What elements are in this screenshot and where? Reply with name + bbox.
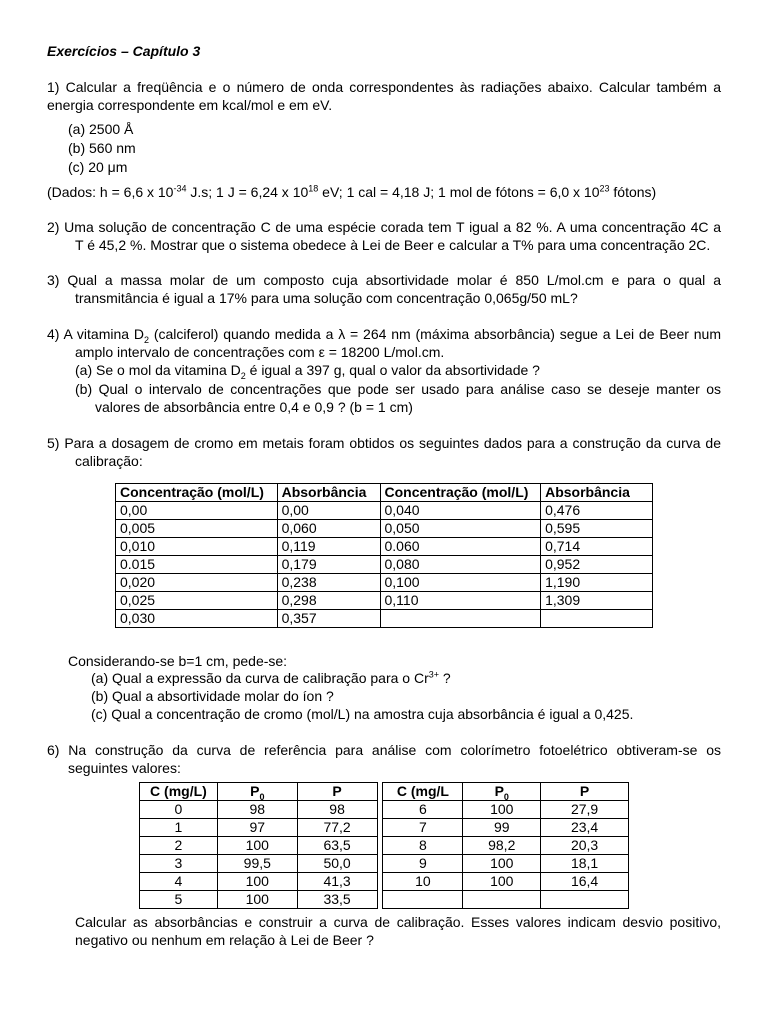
table-cell: 0,238 (277, 574, 380, 592)
table-cell: 0,119 (277, 538, 380, 556)
q1-item-a: (a) 2500 Å (68, 121, 134, 137)
table-cell: 16,4 (541, 873, 629, 891)
q4-item-b: (b) Qual o intervalo de concentrações que pode ser usado para análise caso se deseje manter os (75, 381, 721, 397)
q6-final-line2: negativo ou nenhum em relação à Lei de Beer ? (75, 932, 374, 948)
table-row (116, 574, 653, 592)
table-cell: 98,2 (463, 837, 541, 855)
table-cell: 0,179 (277, 556, 380, 574)
q2-text-line2: T é 45,2 %. Mostrar que o sistema obedece à Lei de Beer e calcular a T% para uma concentração 2C. (75, 237, 711, 253)
table-cell: 7 (383, 819, 463, 837)
table-cell: 77,2 (297, 819, 377, 837)
table-cell: 1,309 (541, 592, 653, 610)
table-row (116, 610, 653, 628)
q5-item-c: (c) Qual a concentração de cromo (mol/L) na amostra cuja absorbância é igual a 0,425. (91, 706, 634, 722)
table-header-row (116, 484, 653, 502)
table-row (116, 538, 653, 556)
q6-text-line1: 6) Na construção da curva de referência para análise com colorímetro fotoelétrico obtiveram-se os (47, 742, 721, 758)
calibration-table (115, 483, 653, 628)
table-cell: 0,952 (541, 556, 653, 574)
page-title: Exercícios – Capítulo 3 (47, 43, 201, 59)
q1-text-line1: 1) Calcular a freqüência e o número de onda correspondentes às radiações abaixo. Calcular também a (47, 79, 721, 95)
table-cell: 10 (383, 873, 463, 891)
table-cell: 100 (217, 891, 297, 909)
table-cell: 0,025 (116, 592, 278, 610)
table-cell: 0,00 (116, 502, 278, 520)
reference-table (139, 782, 629, 909)
header-p0: $P_0$ (217, 783, 297, 801)
table-cell: 0,476 (541, 502, 653, 520)
header-absorbance: Absorbância (277, 484, 380, 502)
table-cell: 41,3 (297, 873, 377, 891)
q6-text-line2: seguintes valores: (68, 760, 181, 776)
table-cell: 2 (140, 837, 218, 855)
table-row (116, 556, 653, 574)
table-cell: 8 (383, 837, 463, 855)
table-cell: 0,020 (116, 574, 278, 592)
table-cell: 3 (140, 855, 218, 873)
header-p0: $P_0$ (463, 783, 541, 801)
header-absorbance: Absorbância (541, 484, 653, 502)
table-cell: 9 (383, 855, 463, 873)
table-cell: 0.015 (116, 556, 278, 574)
table-cell: 0,110 (380, 592, 541, 610)
table-cell: 18,1 (541, 855, 629, 873)
table-row (140, 891, 629, 909)
table-cell: 0,357 (277, 610, 380, 628)
header-p: P (297, 783, 377, 801)
table-cell: 6 (383, 801, 463, 819)
q1-dados: (Dados: h = 6,6 x $10^{-34}$ J.s; 1 J = 6,24 x $10^{18}$ eV; 1 cal = 4,18 J; 1 mol de fótons = 6,0 x $10^{23}$ fótons) (47, 183, 657, 200)
q3-text-line2: transmitância é igual a 17% para uma solução com concentração 0,065g/50 mL? (75, 290, 578, 306)
table-cell (380, 610, 541, 628)
q4-item-a: (a) Se o mol da vitamina $D_2$ é igual a 397 g, qual o valor da absortividade ? (75, 362, 540, 381)
table-cell: 23,4 (541, 819, 629, 837)
q5-text-line2: calibração: (75, 453, 143, 469)
table-cell: 100 (217, 837, 297, 855)
table-cell: 0,298 (277, 592, 380, 610)
table-cell: 5 (140, 891, 218, 909)
q5-considerando: Considerando-se b=1 cm, pede-se: (68, 653, 288, 669)
table-cell: 4 (140, 873, 218, 891)
table-cell: 98 (217, 801, 297, 819)
table-row (140, 873, 629, 891)
table-cell: 100 (463, 801, 541, 819)
header-c: C (mg/L (383, 783, 463, 801)
q3-text-line1: 3) Qual a massa molar de um composto cuja absortividade molar é 850 L/mol.cm e para o qual a (47, 272, 721, 288)
table-cell: 100 (463, 855, 541, 873)
table-cell: 99 (463, 819, 541, 837)
table-row (116, 502, 653, 520)
table-header-row (140, 783, 629, 801)
table-cell: 0 (140, 801, 218, 819)
table-cell: 0,595 (541, 520, 653, 538)
table-row (140, 837, 629, 855)
table-row (140, 819, 629, 837)
table-cell: 20,3 (541, 837, 629, 855)
table-cell (541, 610, 653, 628)
q1-item-b: (b) 560 nm (68, 140, 136, 156)
q6-final-line1: Calcular as absorbâncias e construir a curva de calibração. Esses valores indicam desvio positivo, (75, 914, 721, 930)
table-cell: 0,040 (380, 502, 541, 520)
q1-text-line2: energia correspondente em kcal/mol e em eV. (47, 97, 333, 113)
table-cell: 0,060 (277, 520, 380, 538)
table-cell: 0,00 (277, 502, 380, 520)
q4-text-line1: 4) A vitamina $D_2$ (calciferol) quando medida a λ = 264 nm (máxima absorbância) segue a Lei de Beer num (47, 326, 721, 345)
table-cell: 0,714 (541, 538, 653, 556)
table-cell (383, 891, 463, 909)
table-cell: 98 (297, 801, 377, 819)
q5-item-b: (b) Qual a absortividade molar do íon ? (91, 688, 334, 704)
table-cell: 50,0 (297, 855, 377, 873)
table-cell: 0,005 (116, 520, 278, 538)
table-row (116, 520, 653, 538)
header-p: P (541, 783, 629, 801)
table-row (116, 592, 653, 610)
q5-item-a: (a) Qual a expressão da curva de calibração para o $Cr^{3+}$ ? (91, 669, 451, 686)
q2-text-line1: 2) Uma solução de concentração C de uma espécie corada tem T igual a 82 %. A uma concentração 4C a (47, 219, 721, 235)
table-cell: 0,050 (380, 520, 541, 538)
table-cell (541, 891, 629, 909)
table-cell: 100 (217, 873, 297, 891)
table-row (140, 801, 629, 819)
q5-text-line1: 5) Para a dosagem de cromo em metais foram obtidos os seguintes dados para a construção da curva de (47, 435, 721, 451)
table-cell: 33,5 (297, 891, 377, 909)
q1-item-c: (c) 20 μm (68, 159, 128, 175)
header-c: C (mg/L) (140, 783, 218, 801)
table-cell: 27,9 (541, 801, 629, 819)
table-cell: 99,5 (217, 855, 297, 873)
q4-text-line2: amplo intervalo de concentrações com ε = 18200 L/mol.cm. (75, 344, 445, 360)
table-cell: 0,030 (116, 610, 278, 628)
table-row (140, 855, 629, 873)
table-cell: 1 (140, 819, 218, 837)
table-cell (463, 891, 541, 909)
table-cell: 97 (217, 819, 297, 837)
table-cell: 0.060 (380, 538, 541, 556)
q4-item-b-cont: valores de absorbância entre 0,4 e 0,9 ? (b = 1 cm) (95, 399, 413, 415)
table-cell: 1,190 (541, 574, 653, 592)
table-cell: 100 (463, 873, 541, 891)
header-concentration: Concentração (mol/L) (380, 484, 541, 502)
table-cell: 0,010 (116, 538, 278, 556)
table-cell: 0,100 (380, 574, 541, 592)
table-cell: 63,5 (297, 837, 377, 855)
table-cell: 0,080 (380, 556, 541, 574)
header-concentration: Concentração (mol/L) (116, 484, 278, 502)
